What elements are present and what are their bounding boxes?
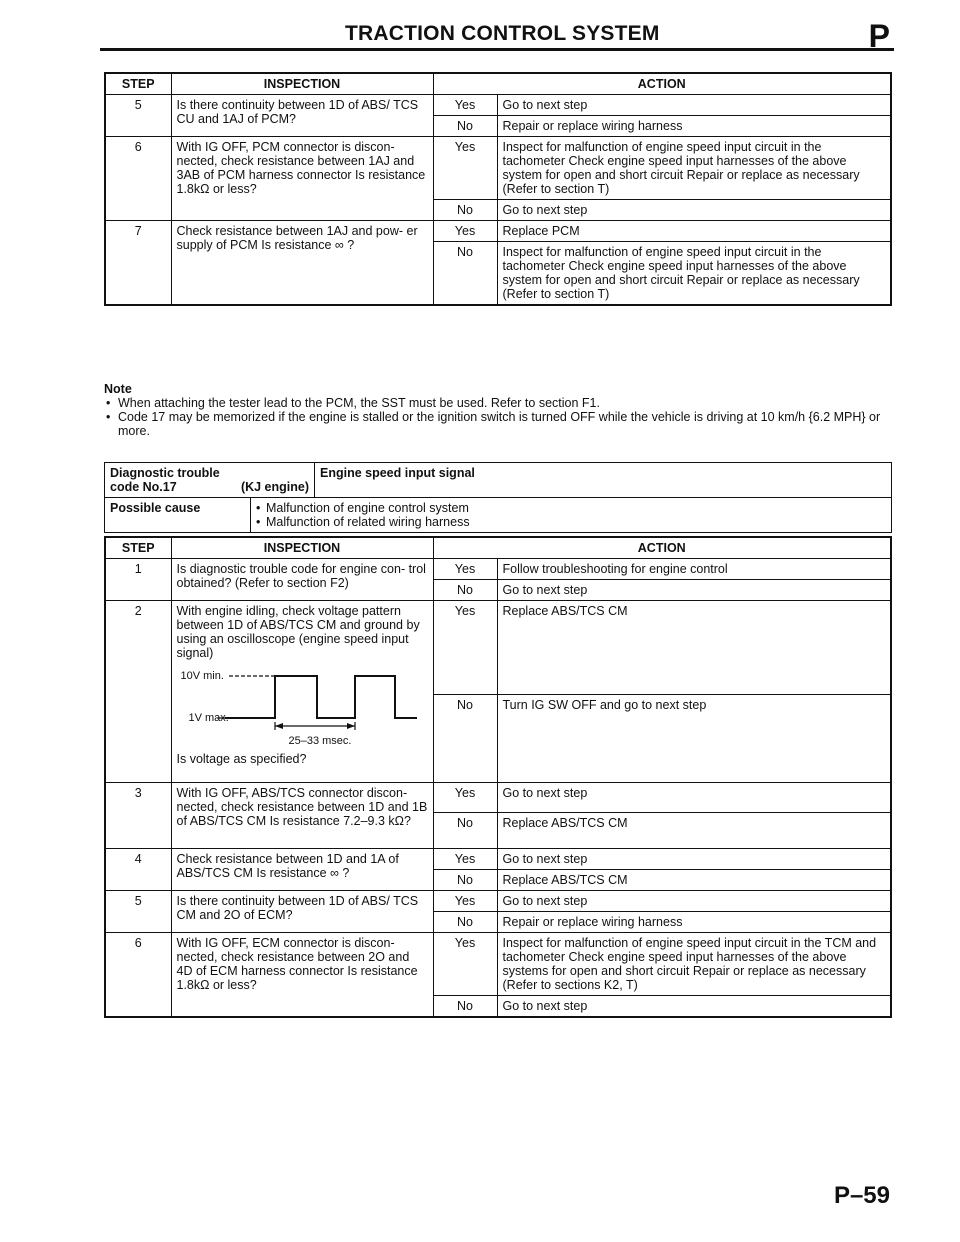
- yes-label: Yes: [433, 891, 497, 912]
- no-action: Replace ABS/TCS CM: [497, 870, 891, 891]
- dtc-label-line1: Diagnostic trouble: [110, 466, 220, 480]
- yes-action: Replace ABS/TCS CM: [497, 601, 891, 695]
- yes-label: Yes: [433, 559, 497, 580]
- yes-label: Yes: [433, 601, 497, 695]
- no-label: No: [433, 695, 497, 783]
- note-list: [104, 396, 894, 438]
- yes-action: Go to next step: [497, 891, 891, 912]
- table-row: [105, 849, 891, 870]
- yes-label: Yes: [433, 95, 497, 116]
- note-heading: Note: [104, 382, 132, 396]
- inspection-text: Is there continuity between 1D of ABS/ TCS CM and 2O of ECM?: [171, 891, 433, 933]
- yes-label: Yes: [433, 849, 497, 870]
- table-row: [105, 137, 891, 200]
- inspection-text: With IG OFF, ABS/TCS connector discon- nected, check resistance between 1D and 1B of ABS/TCS CM Is resistance 7.2–9.3 kΩ?: [171, 783, 433, 849]
- dtc-signal: Engine speed input signal: [315, 463, 892, 498]
- no-action: Inspect for malfunction of engine speed input circuit in the tachometer Check engine speed input harnesses of the above system for open and short circuit Repair or replace as necessary (Refer to section T): [497, 242, 891, 306]
- no-label: No: [433, 580, 497, 601]
- note-item: • Code 17 may be memorized if the engine is stalled or the ignition switch is turned OFF while the vehicle is driving at 10 km/h {6.2 MPH} or more.: [118, 410, 894, 438]
- no-action: Go to next step: [497, 200, 891, 221]
- table-row: [105, 891, 891, 912]
- cause-item: • Malfunction of engine control system: [256, 501, 886, 515]
- dtc-code: code No.17: [110, 480, 177, 494]
- step-number: 2: [105, 601, 171, 783]
- step-number: 7: [105, 221, 171, 306]
- dtc-row: [105, 463, 892, 498]
- note-item: • When attaching the tester lead to the PCM, the SST must be used. Refer to section F1.: [118, 396, 894, 410]
- inspection-text: Is diagnostic trouble code for engine con- trol obtained? (Refer to section F2): [171, 559, 433, 601]
- note-block: [104, 382, 894, 438]
- cause-row: [105, 498, 892, 533]
- oscilloscope-waveform: [177, 666, 427, 748]
- no-label: No: [433, 870, 497, 891]
- dtc-engine: (KJ engine): [240, 480, 309, 494]
- no-label: No: [433, 116, 497, 137]
- cause-list: [256, 501, 886, 529]
- no-action: Turn IG SW OFF and go to next step: [497, 695, 891, 783]
- yes-action: Follow troubleshooting for engine control: [497, 559, 891, 580]
- yes-label: Yes: [433, 137, 497, 200]
- inspection-text: With IG OFF, PCM connector is discon- nected, check resistance between 1AJ and 3AB of PCM harness connector Is resistance 1.8kΩ or less?: [171, 137, 433, 221]
- no-action: Go to next step: [497, 580, 891, 601]
- cause-label: Possible cause: [105, 498, 251, 533]
- step-number: 1: [105, 559, 171, 601]
- col-inspection: INSPECTION: [171, 73, 433, 95]
- no-label: No: [433, 242, 497, 306]
- col-step: STEP: [105, 73, 171, 95]
- cause-item: • Malfunction of related wiring harness: [256, 515, 886, 529]
- scope-min-label: 1V max.: [188, 712, 229, 724]
- step-number: 4: [105, 849, 171, 891]
- no-label: No: [433, 912, 497, 933]
- col-action: ACTION: [433, 73, 891, 95]
- table-row: [105, 221, 891, 242]
- yes-action: Inspect for malfunction of engine speed input circuit in the tachometer Check engine speed input harnesses of the above system for open and short circuit Repair or replace as necessary (Refer to section T): [497, 137, 891, 200]
- inspection-cell: [171, 601, 433, 783]
- col-action: ACTION: [433, 537, 891, 559]
- table-row: [105, 933, 891, 996]
- yes-label: Yes: [433, 933, 497, 996]
- inspection-text: With IG OFF, ECM connector is discon- nected, check resistance between 2O and 4D of ECM harness connector Is resistance 1.8kΩ or less?: [171, 933, 433, 1018]
- step-number: 6: [105, 137, 171, 221]
- yes-action: Inspect for malfunction of engine speed input circuit in the TCM and tachometer Check engine speed input harnesses of the above systems for open and short circuit Repair or replace as necessary (Refer to sections K2, T): [497, 933, 891, 996]
- inspection-question: Is voltage as specified?: [176, 752, 307, 766]
- dtc-info-box: [104, 462, 892, 533]
- table-row: [105, 783, 891, 813]
- section-letter: P: [868, 18, 890, 54]
- col-inspection: INSPECTION: [171, 537, 433, 559]
- no-label: No: [433, 813, 497, 849]
- inspection-text: Check resistance between 1D and 1A of ABS/TCS CM Is resistance ∞ ?: [171, 849, 433, 891]
- table-header-row: [105, 73, 891, 95]
- scope-max-label: 10V min.: [180, 670, 224, 682]
- page-number: P–59: [833, 1182, 890, 1209]
- yes-label: Yes: [433, 221, 497, 242]
- inspection-text: With engine idling, check voltage pattern between 1D of ABS/TCS CM and ground by using an oscilloscope (engine speed input signal): [176, 604, 420, 660]
- no-action: Repair or replace wiring harness: [497, 116, 891, 137]
- col-step: STEP: [105, 537, 171, 559]
- step-number: 6: [105, 933, 171, 1018]
- yes-label: Yes: [433, 783, 497, 813]
- page-header: [100, 18, 894, 58]
- no-action: Replace ABS/TCS CM: [497, 813, 891, 849]
- table-row: [105, 95, 891, 116]
- no-label: No: [433, 996, 497, 1018]
- scope-period-label: 25–33 msec.: [288, 735, 352, 747]
- step-number: 5: [105, 95, 171, 137]
- page-title: TRACTION CONTROL SYSTEM: [345, 22, 660, 45]
- inspection-table-2: [104, 536, 892, 1018]
- table-row: [105, 559, 891, 580]
- no-label: No: [433, 200, 497, 221]
- yes-action: Go to next step: [497, 783, 891, 813]
- yes-action: Go to next step: [497, 849, 891, 870]
- yes-action: Replace PCM: [497, 221, 891, 242]
- step-number: 3: [105, 783, 171, 849]
- no-action: Repair or replace wiring harness: [497, 912, 891, 933]
- table-row: [105, 601, 891, 695]
- inspection-text: Is there continuity between 1D of ABS/ TCS CU and 1AJ of PCM?: [171, 95, 433, 137]
- step-number: 5: [105, 891, 171, 933]
- yes-action: Go to next step: [497, 95, 891, 116]
- header-rule: [100, 48, 894, 51]
- table-header-row: [105, 537, 891, 559]
- inspection-table-1: [104, 72, 892, 306]
- cause-list-cell: [251, 498, 892, 533]
- dtc-label: [105, 463, 315, 498]
- inspection-text: Check resistance between 1AJ and pow- er supply of PCM Is resistance ∞ ?: [171, 221, 433, 306]
- no-action: Go to next step: [497, 996, 891, 1018]
